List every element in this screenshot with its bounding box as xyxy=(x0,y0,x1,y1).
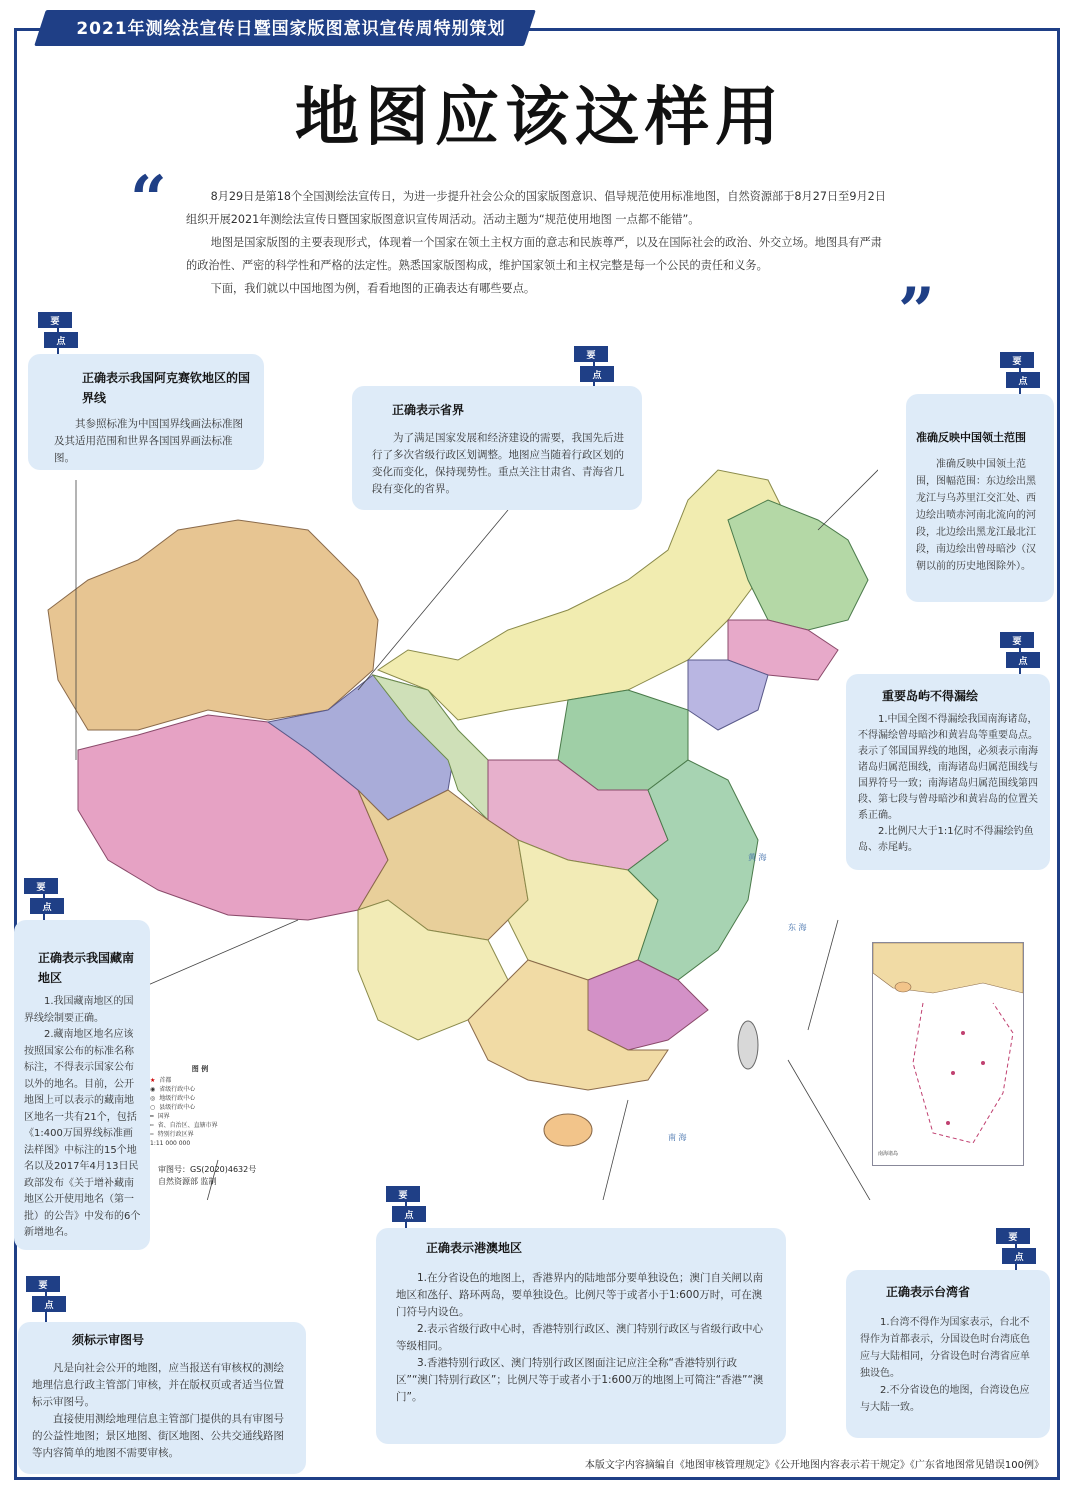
card-body xyxy=(396,1270,766,1406)
card-paragraph: 1.在分省设色的地图上，香港界内的陆地部分要单独设色；澳门自关闸以南地区和氹仔、路环两岛，要单独设色。比例尺等于或者小于1:600万时，可在澳门符号内设色。 xyxy=(396,1272,764,1318)
flag-label-bottom: 点 xyxy=(592,371,602,381)
card-hkmacao xyxy=(376,1228,786,1444)
map-legend xyxy=(150,1064,250,1160)
boundary-line-icon: ━ xyxy=(150,1113,154,1120)
capital-star-icon: ★ xyxy=(150,1077,156,1084)
inset-label: 南海诸岛 xyxy=(878,1151,899,1157)
intro-paragraph: 地图是国家版图的主要表现形式，体现着一个国家在领土主权方面的意志和民族尊严，以及在国际社会的政治、外交立场。地图具有严肃的政治性、严密的科学性和严格的法定性。熟悉国家版图构成，维护国家领土和主权完整是每一个公民的责任和义务。 xyxy=(186,236,882,272)
card-paragraph: 准确反映中国领土范围，图幅范围：东边绘出黑龙江与乌苏里江交汇处、西边绘出喷赤河南北流向的河段，北边绘出黑龙江最北江段，南边绘出曾母暗沙（汉朝以前的历史地图除外）。 xyxy=(916,459,1036,572)
card-zangnan xyxy=(14,920,150,1250)
card-paragraph: 3.香港特别行政区、澳门特别行政区图面注记应注全称“香港特别行政区”“澳门特别行政区”；比例尺等于或者小于1:600万的地图上可简注“香港”“澳门”。 xyxy=(396,1357,764,1403)
card-paragraph: 2.藏南地区地名应该按照国家公布的标准名称标注，不得表示国家公布以外的地名。目前，公开地图上可以表示的藏南地区地名一共有21个，包括《1:400万国界线标准画法样图》中标注的15个地名以及2017年4月13日民政部发布《关于增补藏南地区公开使用地名（第一批）的公告》中发布的6个新增地名。 xyxy=(24,1029,141,1238)
province-center-icon: ◉ xyxy=(150,1086,156,1093)
county-center-icon: ○ xyxy=(150,1104,156,1111)
page-title: 地图应该这样用 xyxy=(295,81,785,155)
flag-label-top: 要 xyxy=(1012,637,1022,647)
pointer-line xyxy=(818,460,878,530)
card-paragraph: 1.中国全图不得漏绘我国南海诸岛，不得漏绘曾母暗沙和黄岩岛等重要岛点。表示了邻国国界线的地图，必须表示南海诸岛归属范围线，南海诸岛归属范围线与国界符号一致；南海诸岛归属范围线第四段、第七段与曾母暗沙和黄岩岛的位置关系正确。 xyxy=(858,714,1038,821)
approval-number xyxy=(158,1164,256,1188)
card-paragraph: 2.比例尺大于1:1亿时不得漏绘钓鱼岛、赤尾屿。 xyxy=(858,826,1034,853)
card-paragraph: 其参照标准为中国国界线画法标准图及其适用范围和世界各国国界画法标准图。 xyxy=(54,418,243,464)
legend-row: ◉ 省级行政中心 xyxy=(150,1086,196,1093)
flag-label-bottom: 点 xyxy=(404,1211,414,1221)
card-paragraph: 1.台湾不得作为国家表示，台北不得作为首都表示，分国设色时台湾底色应与大陆相同，分省设色时台湾省应单独设色。 xyxy=(860,1317,1030,1379)
card-title: 须标示审图号 xyxy=(72,1333,145,1347)
card-body xyxy=(372,430,628,498)
legend-scale: 1:11 000 000 xyxy=(150,1140,191,1147)
source-footer: 本版文字内容摘编自《地图审核管理规定》《公开地图内容表示若干规定》《广东省地图常见错误100例》 xyxy=(584,1460,1044,1471)
province-boundary-icon: ┅ xyxy=(150,1122,154,1129)
flag-label-top: 要 xyxy=(398,1191,408,1201)
flag-label-top: 要 xyxy=(1008,1233,1018,1243)
card-province xyxy=(352,386,642,510)
card-paragraph: 2.表示省级行政中心时，香港特别行政区、澳门特别行政区与省级行政中心等级相同。 xyxy=(396,1323,764,1352)
card-paragraph: 凡是向社会公开的地图，应当报送有审核权的测绘地理信息行政主管部门审核，并在版权页或者适当位置标示审图号。 xyxy=(32,1362,284,1408)
card-body xyxy=(54,416,252,467)
intro-text xyxy=(186,185,886,300)
pointer-line xyxy=(148,920,298,985)
card-title: 正确表示省界 xyxy=(392,403,465,417)
intro-paragraph: 下面，我们就以中国地图为例，看看地图的正确表达有哪些要点。 xyxy=(210,282,536,295)
map-region-heilongjiang xyxy=(728,500,868,630)
flag-label-top: 要 xyxy=(586,351,596,361)
card-territory xyxy=(906,394,1054,602)
card-title: 正确表示港澳地区 xyxy=(426,1241,523,1255)
card-paragraph: 为了满足国家发展和经济建设的需要，我国先后进行了多次省级行政区划调整。地图应当随着行政区划的变化而变化，保持现势性。重点关注甘肃省、青海省几段有变化的省界。 xyxy=(372,432,624,495)
pointer-line xyxy=(598,1100,628,1200)
flag-label-top: 要 xyxy=(50,317,60,327)
card-paragraph: 1.我国藏南地区的国界线绘制要正确。 xyxy=(24,996,134,1024)
legend-row: ━ 国界 xyxy=(150,1113,170,1120)
card-taiwan xyxy=(846,1270,1050,1438)
sea-label: 南 海 xyxy=(668,1133,687,1142)
sea-label: 东 海 xyxy=(788,923,807,932)
legend-row: ◎ 地级行政中心 xyxy=(150,1095,196,1102)
card-paragraph: 直接使用测绘地理信息主管部门提供的具有审图号的公益性地图；景区地图、街区地图、公共交通线路图等内容简单的地图不需要审核。 xyxy=(32,1413,284,1459)
flag-label-bottom: 点 xyxy=(1018,657,1028,667)
card-body xyxy=(860,1314,1038,1416)
pointer-line xyxy=(788,1060,878,1200)
flag-label-bottom: 点 xyxy=(1018,377,1028,387)
prefecture-center-icon: ◎ xyxy=(150,1095,156,1102)
card-body xyxy=(858,712,1040,856)
card-body xyxy=(916,456,1044,575)
map-region-xinjiang xyxy=(48,520,378,730)
legend-title: 图 例 xyxy=(191,1065,209,1073)
card-audit xyxy=(18,1322,306,1474)
approval-line: 审图号：GS(2020)4632号 xyxy=(158,1165,257,1174)
flag-label-top: 要 xyxy=(36,883,46,893)
flag-label-bottom: 点 xyxy=(1014,1253,1024,1263)
south-china-sea-inset xyxy=(872,942,1024,1166)
card-title: 正确表示台湾省 xyxy=(886,1285,971,1299)
card-title: 正确表示我国阿克赛钦地区的国界线 xyxy=(82,371,251,405)
card-title: 准确反映中国领土范围 xyxy=(916,431,1026,444)
flag-label-top: 要 xyxy=(38,1281,48,1291)
map-region-liaoning xyxy=(688,660,768,730)
card-aksai xyxy=(28,354,264,470)
map-region-jiangxi-fujian xyxy=(588,960,708,1050)
legend-row: ○ 县级行政中心 xyxy=(150,1104,196,1111)
map-region-taiwan xyxy=(738,1021,758,1069)
sar-boundary-icon: ┉ xyxy=(150,1131,154,1138)
flag-label-bottom: 点 xyxy=(44,1301,54,1311)
intro-paragraph: 8月29日是第18个全国测绘法宣传日，为进一步提升社会公众的国家版图意识、倡导规范使用标准地图，自然资源部于8月27日至9月2日组织开展2021年测绘法宣传日暨国家版图意识宣传周活动。活动主题为“规范使用地图 一点都不能错”。 xyxy=(186,190,886,226)
flag-label-bottom: 点 xyxy=(56,337,66,347)
card-paragraph: 2.不分省设色的地图，台湾设色应与大陆一致。 xyxy=(860,1385,1030,1413)
open-quote-icon: “ xyxy=(130,162,167,237)
legend-row: ┅ 省、自治区、直辖市界 xyxy=(150,1122,218,1129)
flag-label-bottom: 点 xyxy=(42,903,52,913)
pointer-line xyxy=(808,920,838,1030)
card-body xyxy=(32,1360,292,1462)
card-islands xyxy=(846,674,1050,870)
legend-row: ★ 首都 xyxy=(150,1077,172,1084)
inset-map xyxy=(873,943,1023,1165)
map-region-hainan xyxy=(544,1114,592,1146)
flag-label-top: 要 xyxy=(1012,357,1022,367)
legend-row: ┉ 特别行政区界 xyxy=(150,1131,194,1138)
card-body xyxy=(24,994,142,1242)
sea-label: 黄 海 xyxy=(748,853,767,862)
card-title: 正确表示我国藏南地区 xyxy=(38,951,135,985)
approval-line: 自然资源部 监制 xyxy=(158,1177,217,1186)
banner-title: 2021年测绘法宣传日暨国家版图意识宣传周特别策划 xyxy=(76,19,506,39)
card-title: 重要岛屿不得漏绘 xyxy=(882,689,979,703)
close-quote-icon: ” xyxy=(898,274,935,349)
